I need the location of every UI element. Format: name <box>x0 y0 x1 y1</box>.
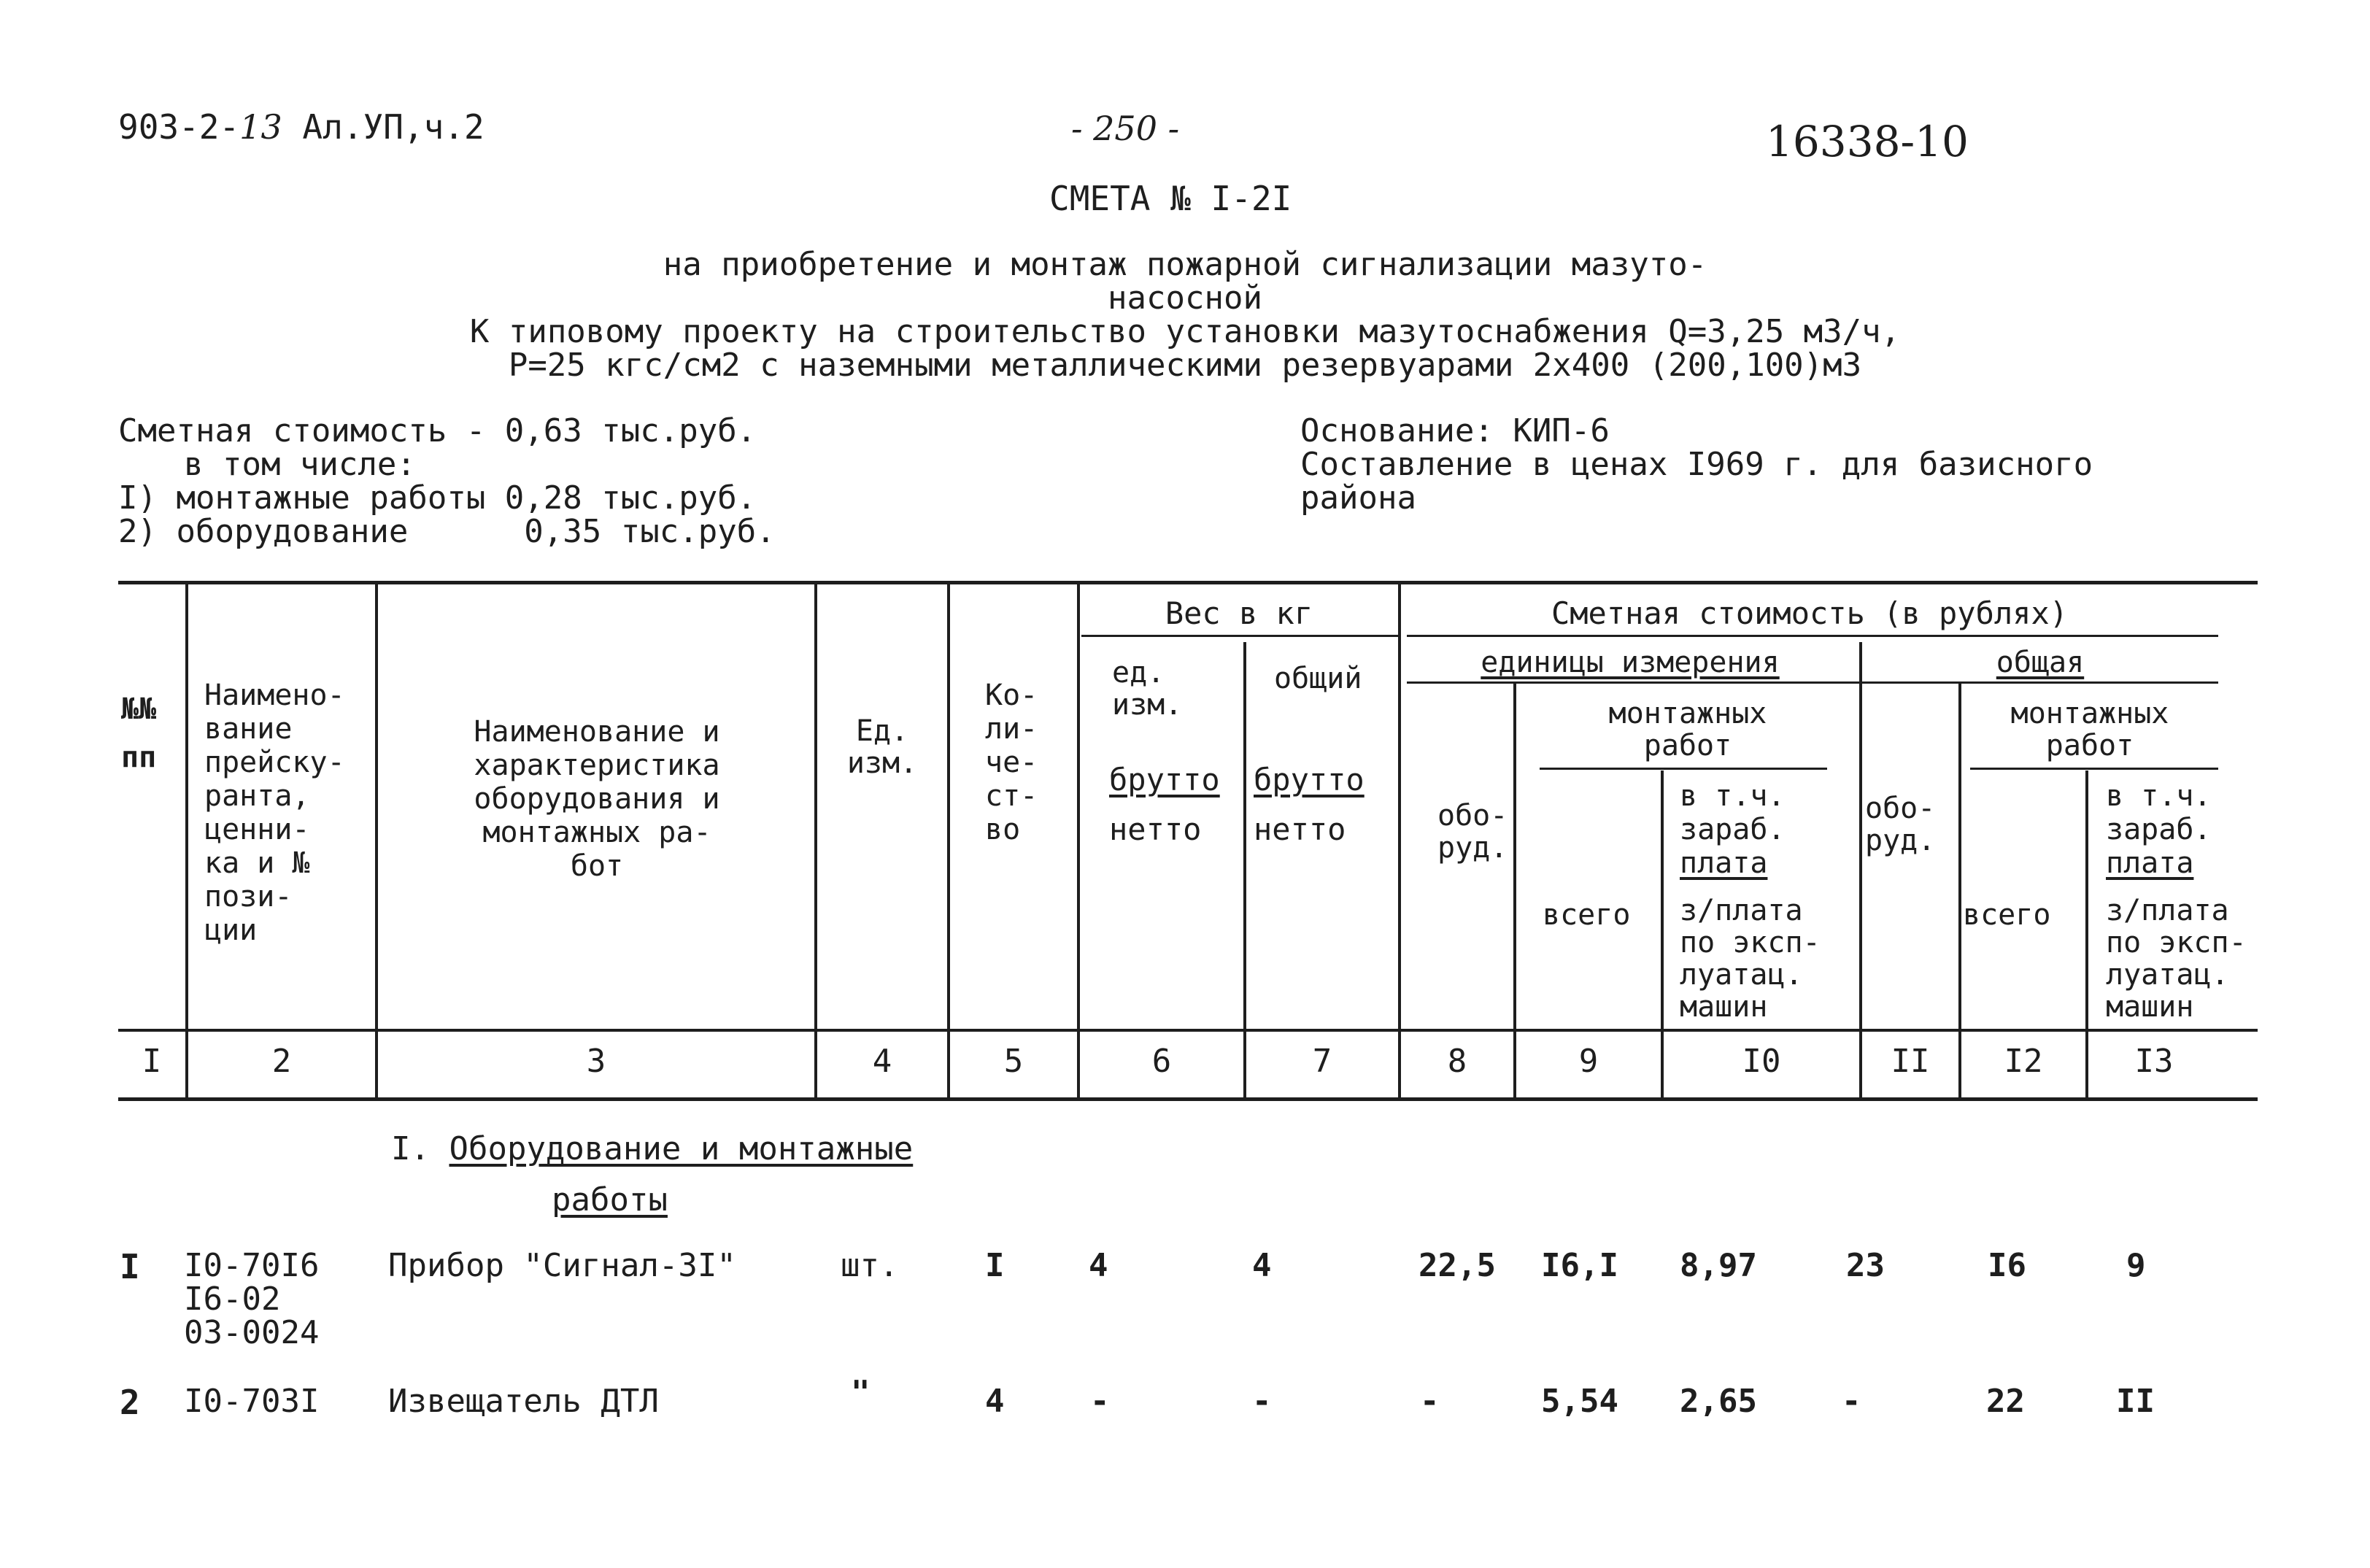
basis-line-1: Основание: КИП-6 <box>1300 412 1610 449</box>
subtitle-line-2: насосной <box>1108 279 1262 317</box>
row-weight-total: 4 <box>1252 1247 1272 1284</box>
basis-line-3: района <box>1300 479 1416 517</box>
subtitle-line-1: на приобретение и монтаж пожарной сигнализации мазуто- <box>663 246 1707 283</box>
section-number: I. <box>391 1130 430 1167</box>
document-code <box>118 107 485 147</box>
weight-group-divider <box>1081 635 1398 637</box>
vline-6 <box>1243 642 1246 1099</box>
archive-number: 16338-10 <box>1766 117 1969 166</box>
header-col-pricelist: Наимено- вание прейску- ранта, ценни- ка и № пози- ции <box>204 679 345 947</box>
header-equipment-total: обо- руд. <box>1865 792 1936 857</box>
document-code-right: Ал.УП,ч.2 <box>282 107 485 147</box>
row-number: 2 <box>120 1383 140 1422</box>
header-cost-group: Сметная стоимость (в рублях) <box>1551 595 2068 631</box>
row-unit: шт. <box>841 1247 899 1284</box>
cost-group-divider <box>1407 635 2218 637</box>
estimated-cost-equipment: 2) оборудование 0,35 тыс.руб. <box>118 513 776 550</box>
row-name: Извещатель ДТЛ <box>388 1383 659 1420</box>
header-all-total: всего <box>1963 898 2051 932</box>
row-equipment-unit: - <box>1420 1383 1440 1420</box>
header-all-unit: всего <box>1543 898 1631 932</box>
header-col-name: Наименование и характеристика оборудования и монтажных ра- бот <box>474 715 720 883</box>
col-numbers-bottom-border <box>118 1097 2258 1101</box>
vline-4 <box>947 581 950 1099</box>
header-per-unit: единицы измерения <box>1481 646 1780 679</box>
header-mount-works-unit: монтажных работ <box>1608 697 1767 762</box>
row-mount-unit: 5,54 <box>1541 1383 1618 1420</box>
section-title-line-1: Оборудование и монтажные <box>449 1130 914 1167</box>
subtitle-line-4: Р=25 кгс/см2 с наземными металлическими резервуарами 2х400 (200,100)м3 <box>508 347 1862 384</box>
header-weight-total: общий <box>1274 662 1362 695</box>
column-number: 4 <box>872 1043 892 1080</box>
column-number: 8 <box>1447 1043 1467 1080</box>
row-unit: " <box>851 1374 871 1411</box>
header-weight-unit: ед. изм. <box>1112 656 1183 722</box>
document-code-left: 903-2- <box>118 107 240 147</box>
cost-subgroup-divider <box>1407 681 2218 684</box>
row-pricelist-code: I0-703I <box>184 1383 320 1420</box>
column-number: II <box>1891 1043 1930 1080</box>
header-total-group: общая <box>1996 646 2085 679</box>
header-col-unit: Ед. изм. <box>846 714 918 780</box>
column-number: 3 <box>586 1043 606 1080</box>
header-bottom-border <box>118 1029 2258 1032</box>
basis-line-2: Составление в ценах I969 г. для базисного <box>1300 446 2093 483</box>
row-mount-total: 22 <box>1986 1383 2025 1420</box>
column-number: I0 <box>1742 1043 1781 1080</box>
vline-10 <box>1859 642 1862 1099</box>
row-weight-unit: - <box>1090 1383 1110 1420</box>
section-heading <box>391 1132 913 1166</box>
row-wage-unit: 8,97 <box>1680 1247 1757 1284</box>
section-title-line-2: работы <box>552 1181 668 1219</box>
row-equipment-total: - <box>1842 1383 1861 1420</box>
estimated-cost-mounting: I) монтажные работы 0,28 тыс.руб. <box>118 479 757 517</box>
subtitle-line-3: К типовому проекту на строительство установки мазутоснабжения Q=3,25 м3/ч, <box>469 313 1901 350</box>
column-number: 7 <box>1312 1043 1332 1080</box>
header-weight-total-gross: брутто <box>1254 762 1365 797</box>
header-incl-wage-total: в т.ч. зараб. плата <box>2106 779 2212 880</box>
row-weight-unit: 4 <box>1089 1247 1108 1284</box>
estimated-cost-total: Сметная стоимость - 0,63 тыс.руб. <box>118 412 757 449</box>
row-wage-total: 9 <box>2126 1247 2146 1284</box>
vline-5 <box>1077 581 1080 1099</box>
column-number: I3 <box>2134 1043 2174 1080</box>
row-wage-unit: 2,65 <box>1680 1383 1757 1420</box>
row-equipment-total: 23 <box>1846 1247 1885 1284</box>
document-code-handwritten: 13 <box>239 107 282 147</box>
page-number: - 250 - <box>1071 109 1180 148</box>
header-mount-works-total: монтажных работ <box>2010 697 2169 762</box>
column-number: I <box>142 1043 162 1080</box>
row-quantity: 4 <box>985 1383 1005 1420</box>
column-number: I2 <box>2004 1043 2043 1080</box>
header-weight-group: Вес в кг <box>1165 595 1313 631</box>
row-pricelist-code: I0-70I6 I6-02 03-0024 <box>184 1247 320 1351</box>
column-number: 9 <box>1578 1043 1599 1080</box>
row-mount-unit: I6,I <box>1541 1247 1618 1284</box>
row-quantity: I <box>985 1247 1005 1284</box>
header-weight-total-net: нетто <box>1254 811 1346 847</box>
vline-1 <box>185 581 188 1099</box>
column-number: 6 <box>1151 1043 1172 1080</box>
mount-total-divider <box>1970 768 2218 770</box>
row-mount-total: I6 <box>1988 1247 2026 1284</box>
header-weight-unit-gross: брутто <box>1109 762 1220 797</box>
row-weight-total: - <box>1252 1383 1272 1420</box>
header-col-number: №№ пп <box>121 692 157 774</box>
estimate-title: СМЕТА № I-2I <box>1049 179 1292 218</box>
table-top-border <box>118 581 2258 584</box>
row-wage-total: II <box>2116 1383 2155 1420</box>
header-machine-wage-unit: з/плата по эксп- луатац. машин <box>1680 894 1821 1024</box>
header-weight-unit-net: нетто <box>1109 811 1202 847</box>
mount-unit-divider <box>1540 768 1827 770</box>
row-equipment-unit: 22,5 <box>1418 1247 1496 1284</box>
vline-3 <box>814 581 817 1099</box>
header-machine-wage-total: з/плата по эксп- луатац. машин <box>2106 894 2247 1024</box>
header-col-quantity: Ко- ли- че- ст- во <box>985 679 1038 846</box>
row-number: I <box>120 1247 140 1286</box>
vline-2 <box>375 581 378 1099</box>
header-equipment-unit: обо- руд. <box>1437 799 1508 865</box>
column-number: 2 <box>271 1043 292 1080</box>
column-number: 5 <box>1003 1043 1024 1080</box>
row-name: Прибор "Сигнал-3I" <box>388 1247 736 1284</box>
estimated-cost-including: в том числе: <box>184 446 416 483</box>
header-incl-wage-unit: в т.ч. зараб. плата <box>1680 779 1786 880</box>
